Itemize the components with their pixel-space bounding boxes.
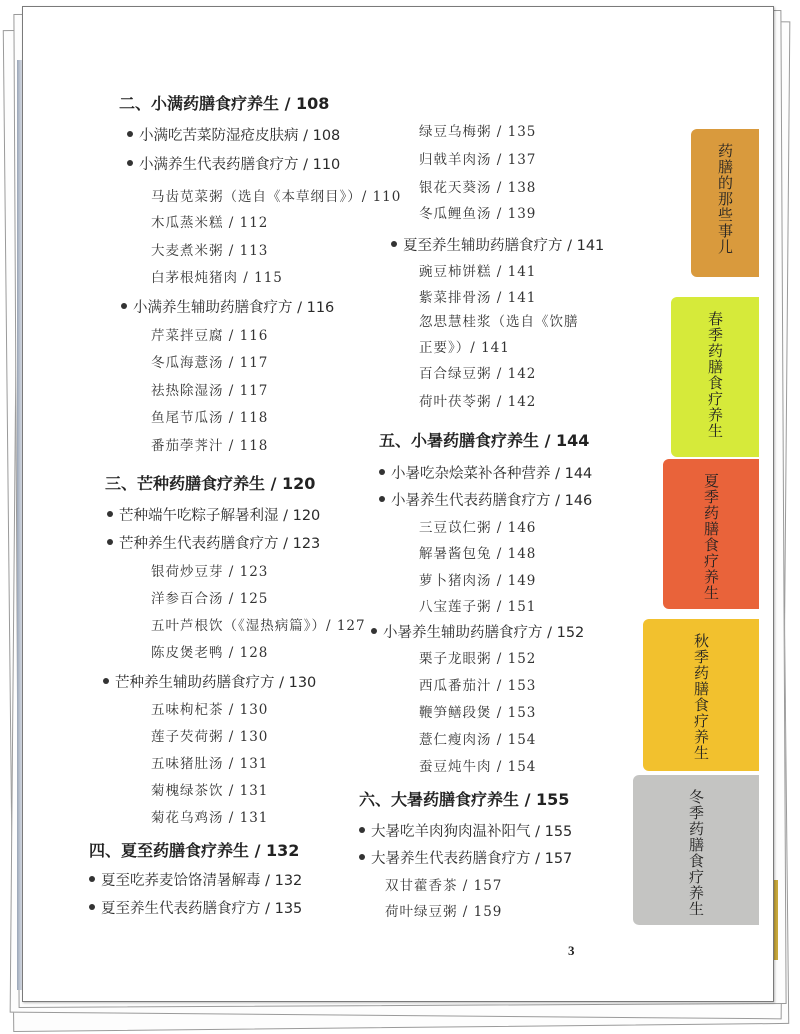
left-recipe-entry — [151, 728, 268, 746]
left-recipe-entry — [151, 701, 268, 719]
right-recipe-entry — [419, 289, 536, 307]
page-number: 3 — [568, 943, 575, 958]
entry-text: 六、大暑药膳食疗养生 / 155 — [359, 790, 570, 809]
entry-text: 五叶芦根饮（《湿热病篇》）/ 127 — [151, 618, 366, 634]
right-recipe-entry — [419, 731, 536, 749]
entry-text: 栗子龙眼粥 / 152 — [419, 651, 537, 667]
bullet-icon — [107, 511, 113, 517]
entry-text: 大暑养生代表药膳食疗方 / 157 — [371, 851, 573, 867]
entry-text: 鞭笋鳝段煲 / 153 — [419, 705, 537, 721]
entry-text: 五味猪肚汤 / 131 — [151, 756, 269, 772]
right-recipe-entry — [419, 572, 536, 590]
right-section-heading — [359, 823, 572, 841]
right-section-heading — [359, 850, 572, 868]
entry-text: 芒种养生辅助药膳食疗方 / 130 — [115, 675, 317, 691]
right-recipe-entry — [419, 123, 536, 141]
bullet-icon — [127, 160, 133, 166]
bullet-icon — [379, 496, 385, 502]
entry-text: 小满养生辅助药膳食疗方 / 116 — [133, 300, 335, 316]
left-section-heading — [107, 507, 320, 525]
left-section-heading — [127, 156, 340, 174]
right-section-heading — [379, 465, 592, 483]
left-section-heading — [107, 535, 320, 553]
right-section-heading — [379, 492, 592, 510]
left-recipe-entry — [151, 782, 268, 800]
entry-text: 双甘藿香茶 / 157 — [385, 878, 503, 894]
entry-text: 洋参百合汤 / 125 — [151, 591, 269, 607]
entry-text: 豌豆柿饼糕 / 141 — [419, 264, 537, 280]
left-recipe-entry — [151, 354, 268, 372]
entry-text: 冬瓜鲤鱼汤 / 139 — [419, 206, 537, 222]
bullet-icon — [359, 854, 365, 860]
right-recipe-entry — [385, 903, 502, 921]
entry-text: 蚕豆炖牛肉 / 154 — [419, 759, 537, 775]
section-tab-label: 夏季药膳食疗养生 — [702, 473, 720, 601]
left-recipe-entry — [151, 188, 401, 206]
bullet-icon — [103, 678, 109, 684]
entry-text: 小满吃苦菜防湿疮皮肤病 / 108 — [139, 128, 341, 144]
entry-text: 小暑吃杂烩菜补各种营养 / 144 — [391, 466, 593, 482]
right-recipe-entry — [419, 151, 536, 169]
entry-text: 小暑养生代表药膳食疗方 / 146 — [391, 493, 593, 509]
left-section-heading — [103, 674, 316, 692]
entry-text: 五、小暑药膳食疗养生 / 144 — [379, 431, 590, 450]
entry-text: 西瓜番茄汁 / 153 — [419, 678, 537, 694]
section-tab-label: 春季药膳食疗养生 — [706, 311, 724, 439]
entry-text: 荷叶绿豆粥 / 159 — [385, 904, 503, 920]
entry-text: 木瓜蒸米糕 / 112 — [151, 215, 269, 231]
right-recipe-entry — [419, 339, 510, 357]
entry-text: 紫菜排骨汤 / 141 — [419, 290, 537, 306]
entry-text: 解暑酱包兔 / 148 — [419, 546, 537, 562]
left-chapter-heading — [119, 95, 329, 113]
bullet-icon — [379, 469, 385, 475]
entry-text: 芒种端午吃粽子解暑利湿 / 120 — [119, 508, 321, 524]
entry-text: 祛热除湿汤 / 117 — [151, 383, 269, 399]
left-recipe-entry — [151, 809, 268, 827]
right-recipe-entry — [419, 313, 579, 331]
entry-text: 三豆苡仁粥 / 146 — [419, 520, 537, 536]
left-recipe-entry — [151, 242, 268, 260]
right-recipe-entry — [419, 758, 536, 776]
entry-text: 银花天葵汤 / 138 — [419, 180, 537, 196]
right-recipe-entry — [419, 704, 536, 722]
left-section-heading — [89, 872, 302, 890]
left-section-heading — [89, 900, 302, 918]
right-chapter-heading — [359, 791, 569, 809]
entry-text: 薏仁瘦肉汤 / 154 — [419, 732, 537, 748]
entry-text: 二、小满药膳食疗养生 / 108 — [119, 94, 330, 113]
right-section-heading — [371, 624, 584, 642]
right-recipe-entry — [419, 519, 536, 537]
right-section-heading — [391, 237, 604, 255]
bullet-icon — [391, 241, 397, 247]
section-tab-label: 冬季药膳食疗养生 — [687, 789, 705, 917]
entry-text: 大麦煮米粥 / 113 — [151, 243, 269, 259]
entry-text: 小暑养生辅助药膳食疗方 / 152 — [383, 625, 585, 641]
entry-text: 正要》）/ 141 — [419, 340, 510, 356]
entry-text: 荷叶茯苓粥 / 142 — [419, 394, 537, 410]
entry-text: 归戟羊肉汤 / 137 — [419, 152, 537, 168]
left-recipe-entry — [151, 563, 268, 581]
right-recipe-entry — [419, 365, 536, 383]
right-recipe-entry — [419, 650, 536, 668]
left-recipe-entry — [151, 590, 268, 608]
section-tab[interactable] — [633, 775, 759, 925]
entry-text: 芹菜拌豆腐 / 116 — [151, 328, 269, 344]
entry-text: 菊槐绿茶饮 / 131 — [151, 783, 269, 799]
section-tab[interactable] — [643, 619, 759, 771]
right-recipe-entry — [385, 877, 502, 895]
right-recipe-entry — [419, 598, 536, 616]
bullet-icon — [371, 628, 377, 634]
left-recipe-entry — [151, 269, 283, 287]
entry-text: 银荷炒豆芽 / 123 — [151, 564, 269, 580]
left-recipe-entry — [151, 755, 268, 773]
entry-text: 菊花乌鸡汤 / 131 — [151, 810, 269, 826]
right-recipe-entry — [419, 393, 536, 411]
entry-text: 小满养生代表药膳食疗方 / 110 — [139, 157, 341, 173]
entry-text: 三、芒种药膳食疗养生 / 120 — [105, 474, 316, 493]
left-chapter-heading — [89, 842, 299, 860]
entry-text: 四、夏至药膳食疗养生 / 132 — [89, 841, 300, 860]
left-chapter-heading — [105, 475, 315, 493]
entry-text: 番茄荸荠汁 / 118 — [151, 438, 269, 454]
left-section-heading — [121, 299, 334, 317]
bullet-icon — [107, 539, 113, 545]
entry-text: 马齿苋菜粥（选自《本草纲目》）/ 110 — [151, 189, 402, 205]
left-recipe-entry — [151, 644, 268, 662]
toc-page — [22, 6, 774, 1002]
bullet-icon — [89, 904, 95, 910]
entry-text: 芒种养生代表药膳食疗方 / 123 — [119, 536, 321, 552]
bullet-icon — [127, 131, 133, 137]
left-recipe-entry — [151, 382, 268, 400]
section-tab[interactable] — [691, 129, 759, 277]
bullet-icon — [89, 876, 95, 882]
entry-text: 绿豆乌梅粥 / 135 — [419, 124, 537, 140]
right-chapter-heading — [379, 432, 589, 450]
right-recipe-entry — [419, 205, 536, 223]
entry-text: 夏至养生代表药膳食疗方 / 135 — [101, 901, 303, 917]
entry-text: 白茅根炖猪肉 / 115 — [151, 270, 283, 286]
bullet-icon — [359, 827, 365, 833]
entry-text: 百合绿豆粥 / 142 — [419, 366, 537, 382]
section-tab-label: 秋季药膳食疗养生 — [692, 633, 710, 761]
entry-text: 八宝莲子粥 / 151 — [419, 599, 537, 615]
entry-text: 忽思慧桂浆（选自《饮膳 — [419, 314, 579, 330]
section-tab[interactable] — [663, 459, 759, 609]
left-recipe-entry — [151, 437, 268, 455]
left-section-heading — [127, 127, 340, 145]
left-recipe-entry — [151, 327, 268, 345]
right-recipe-entry — [419, 179, 536, 197]
right-recipe-entry — [419, 545, 536, 563]
entry-text: 冬瓜海薏汤 / 117 — [151, 355, 269, 371]
entry-text: 萝卜猪肉汤 / 149 — [419, 573, 537, 589]
entry-text: 鱼尾节瓜汤 / 118 — [151, 410, 269, 426]
left-recipe-entry — [151, 214, 268, 232]
entry-text: 五味枸杞茶 / 130 — [151, 702, 269, 718]
right-recipe-entry — [419, 263, 536, 281]
entry-text: 夏至养生辅助药膳食疗方 / 141 — [403, 238, 605, 254]
left-recipe-entry — [151, 409, 268, 427]
left-recipe-entry — [151, 617, 366, 635]
section-tab-label: 药膳的那些事儿 — [716, 143, 734, 255]
entry-text: 莲子芡荷粥 / 130 — [151, 729, 269, 745]
bullet-icon — [121, 303, 127, 309]
entry-text: 大暑吃羊肉狗肉温补阳气 / 155 — [371, 824, 573, 840]
entry-text: 陈皮煲老鸭 / 128 — [151, 645, 269, 661]
right-recipe-entry — [419, 677, 536, 695]
entry-text: 夏至吃荞麦饸饹清暑解毒 / 132 — [101, 873, 303, 889]
section-tab[interactable] — [671, 297, 759, 457]
